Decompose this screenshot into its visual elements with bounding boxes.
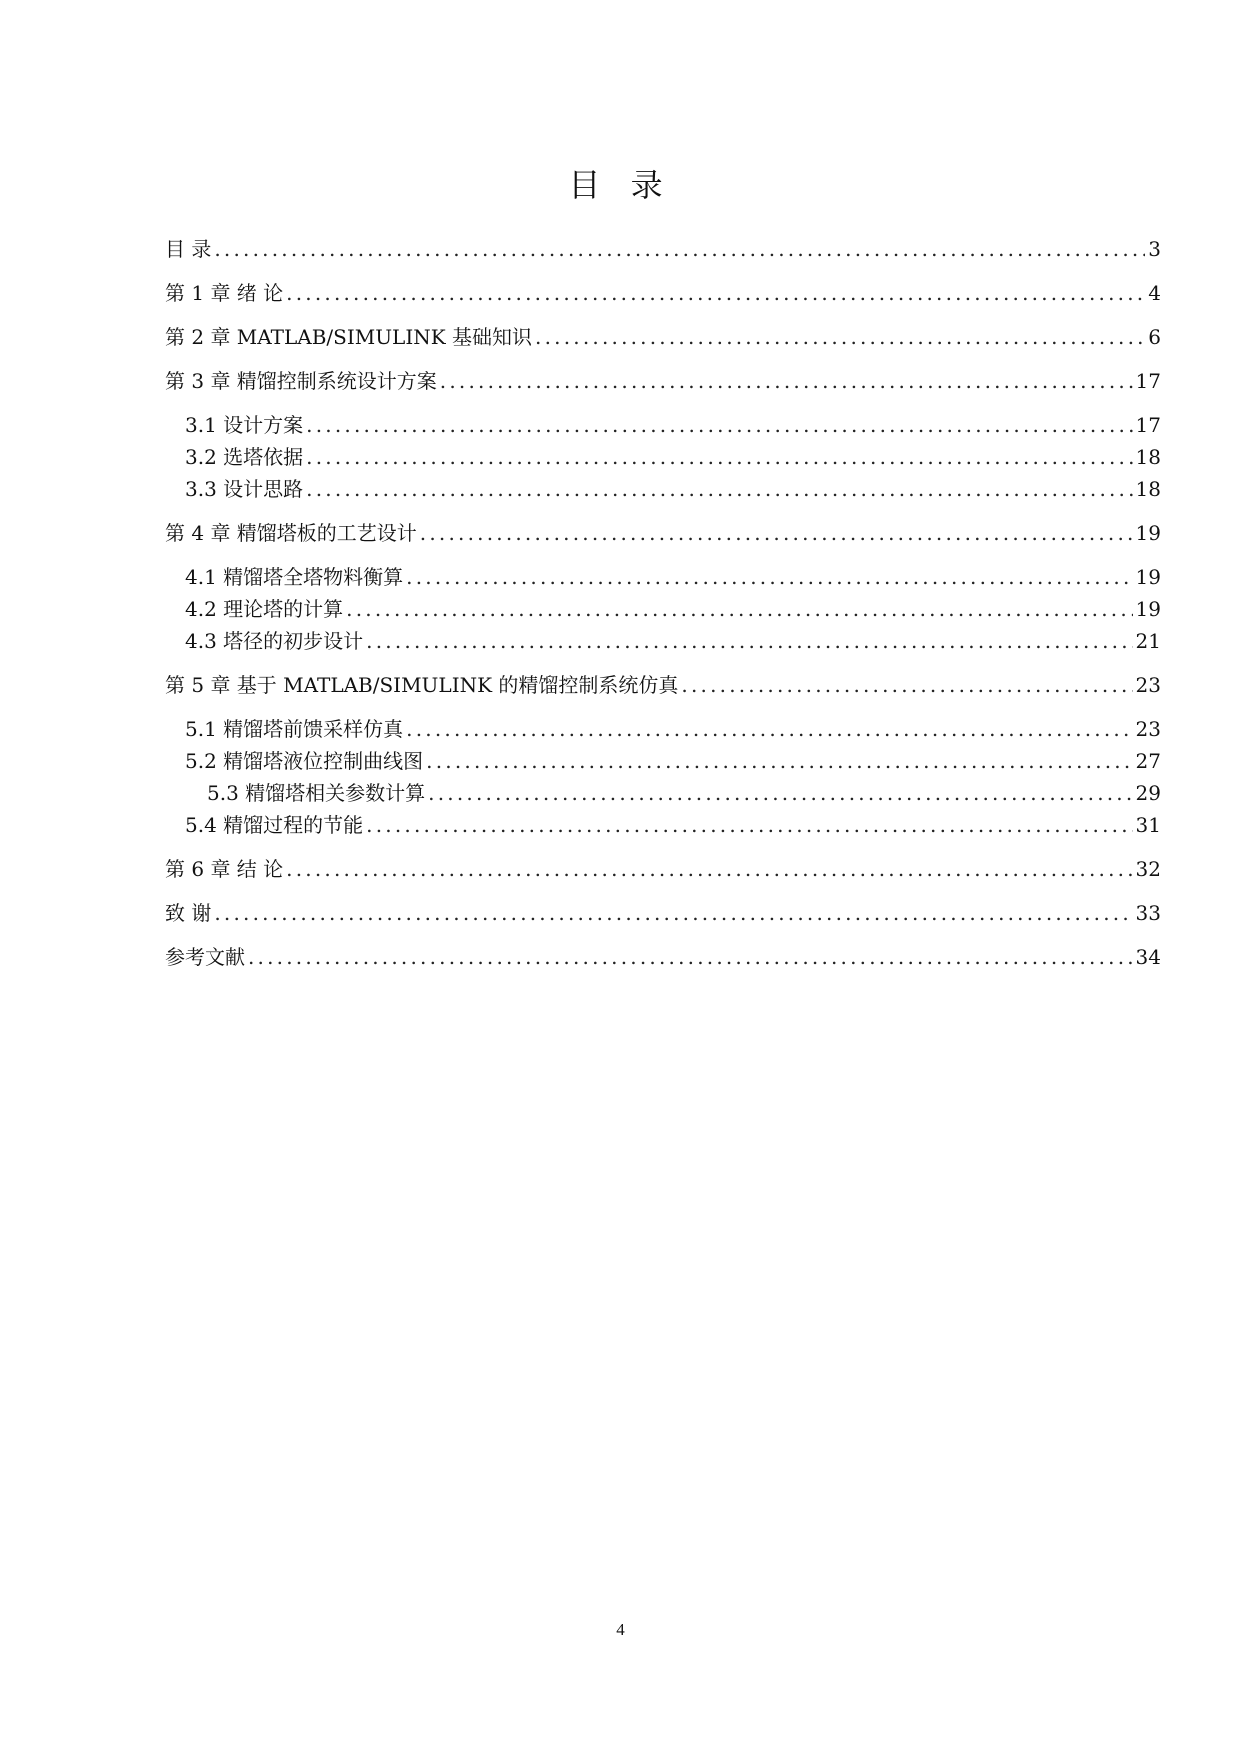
toc-entry-label: 4.3 塔径的初步设计 <box>185 629 364 653</box>
dot-leader <box>420 520 1133 546</box>
toc-entry[interactable] <box>165 520 1161 546</box>
toc-entry-label: 第 5 章 基于 MATLAB/SIMULINK 的精馏控制系统仿真 <box>165 673 679 697</box>
dot-leader <box>214 236 1145 262</box>
toc-entry[interactable] <box>185 476 1161 502</box>
toc-entry-label: 5.3 精馏塔相关参数计算 <box>207 781 426 805</box>
toc-entry-page: 19 <box>1135 597 1161 621</box>
toc-entry[interactable] <box>165 324 1161 350</box>
toc-entry-label: 第 2 章 MATLAB/SIMULINK 基础知识 <box>165 325 533 349</box>
toc-entry-page: 17 <box>1135 413 1161 437</box>
toc-entry-page: 23 <box>1135 673 1161 697</box>
toc-entry[interactable] <box>165 280 1161 306</box>
toc-entry-page: 33 <box>1135 901 1161 925</box>
dot-leader <box>306 476 1132 502</box>
dot-leader <box>366 812 1132 838</box>
page-title: 目 录 <box>568 166 673 204</box>
toc-entry[interactable] <box>185 564 1161 590</box>
dot-leader <box>535 324 1145 350</box>
toc-entry-label: 第 3 章 精馏控制系统设计方案 <box>165 369 437 393</box>
toc-entry-label: 参考文献 <box>165 945 245 969</box>
dot-leader <box>366 628 1132 654</box>
dot-leader <box>214 900 1132 926</box>
toc-entry[interactable] <box>165 856 1161 882</box>
toc-entry-label: 致 谢 <box>165 901 212 925</box>
toc-entry-page: 19 <box>1135 565 1161 589</box>
toc-entry[interactable] <box>165 944 1161 970</box>
toc-entry-page: 18 <box>1135 445 1161 469</box>
toc-entry-page: 18 <box>1135 477 1161 501</box>
toc-entry-label: 4.2 理论塔的计算 <box>185 597 344 621</box>
toc-entry[interactable] <box>185 812 1161 838</box>
dot-leader <box>306 412 1132 438</box>
toc-entry[interactable] <box>185 748 1161 774</box>
dot-leader <box>440 368 1133 394</box>
toc-entry-page: 21 <box>1135 629 1161 653</box>
toc-entry-label: 目 录 <box>165 237 212 261</box>
dot-leader <box>426 748 1132 774</box>
toc-entry-page: 19 <box>1135 521 1161 545</box>
toc-entry-label: 第 1 章 绪 论 <box>165 281 284 305</box>
toc-entry-page: 3 <box>1148 237 1161 261</box>
toc-entry-label: 4.1 精馏塔全塔物料衡算 <box>185 565 404 589</box>
dot-leader <box>286 280 1145 306</box>
toc-entry-page: 31 <box>1135 813 1161 837</box>
toc-entry-label: 第 4 章 精馏塔板的工艺设计 <box>165 521 417 545</box>
toc-entry-page: 27 <box>1135 749 1161 773</box>
toc-entry[interactable] <box>185 628 1161 654</box>
toc-entry-page: 29 <box>1135 781 1161 805</box>
dot-leader <box>681 672 1132 698</box>
toc-entry-label: 5.2 精馏塔液位控制曲线图 <box>185 749 424 773</box>
toc-entry-page: 6 <box>1148 325 1161 349</box>
toc-entry-label: 3.1 设计方案 <box>185 413 304 437</box>
toc-entry-label: 5.4 精馏过程的节能 <box>185 813 364 837</box>
dot-leader <box>406 564 1132 590</box>
toc-entry[interactable] <box>165 368 1161 394</box>
toc-entry[interactable] <box>185 444 1161 470</box>
toc-entry-label: 5.1 精馏塔前馈采样仿真 <box>185 717 404 741</box>
dot-leader <box>428 780 1132 806</box>
dot-leader <box>306 444 1132 470</box>
toc-entry[interactable] <box>185 412 1161 438</box>
dot-leader <box>286 856 1132 882</box>
toc-entry-label: 第 6 章 结 论 <box>165 857 284 881</box>
toc-entry-page: 32 <box>1135 857 1161 881</box>
toc-entry[interactable] <box>165 900 1161 926</box>
toc-entry-page: 23 <box>1135 717 1161 741</box>
toc-entry-page: 17 <box>1135 369 1161 393</box>
toc-entry-page: 34 <box>1135 945 1161 969</box>
toc-entry[interactable] <box>165 672 1161 698</box>
page-number: 4 <box>616 1620 625 1639</box>
toc-entry[interactable] <box>207 780 1161 806</box>
toc-entry[interactable] <box>185 596 1161 622</box>
dot-leader <box>346 596 1132 622</box>
toc-entry-page: 4 <box>1148 281 1161 305</box>
toc-entry-label: 3.2 选塔依据 <box>185 445 304 469</box>
dot-leader <box>248 944 1133 970</box>
toc-entry[interactable] <box>185 716 1161 742</box>
toc-entry-label: 3.3 设计思路 <box>185 477 304 501</box>
dot-leader <box>406 716 1132 742</box>
toc-entry[interactable] <box>165 236 1161 262</box>
